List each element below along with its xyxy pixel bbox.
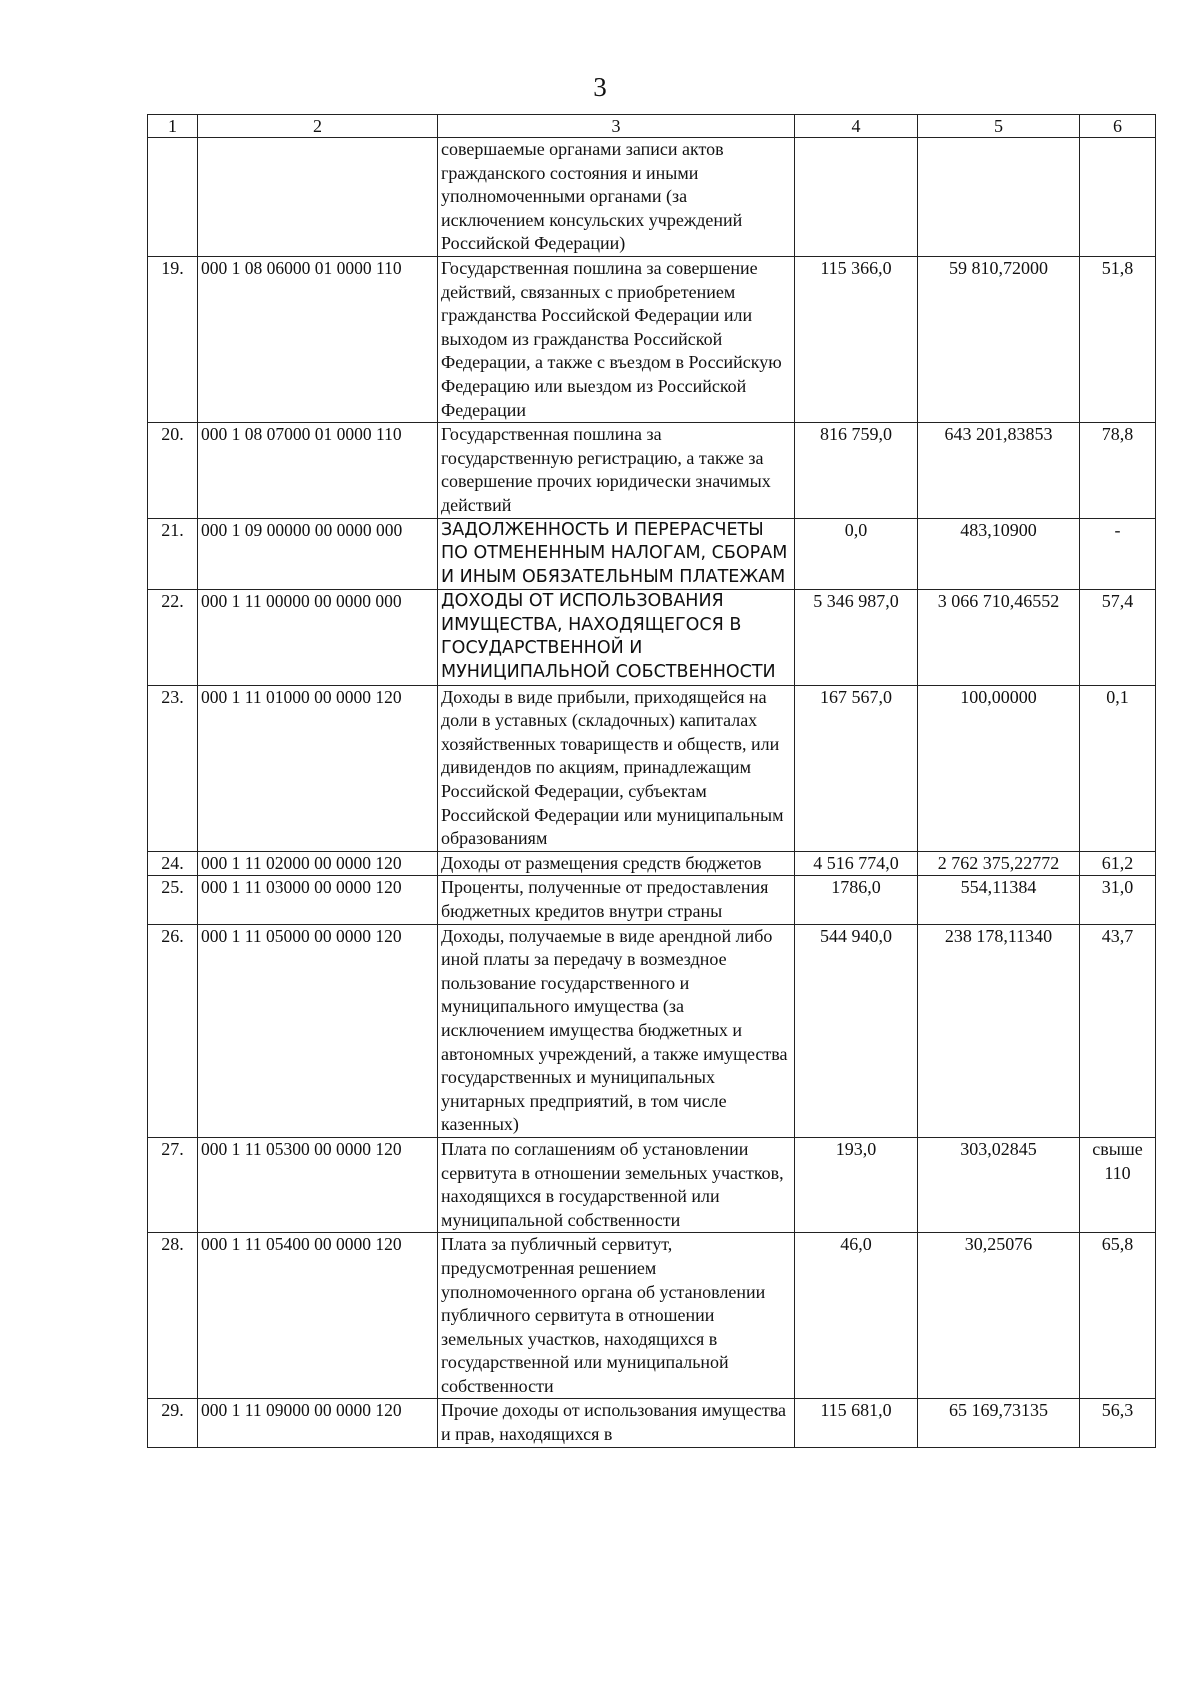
table-row — [148, 518, 1156, 590]
column-header: 4 — [795, 115, 918, 138]
row-number: 22. — [148, 590, 198, 685]
actual-amount: 100,00000 — [918, 685, 1080, 851]
execution-percent: 61,2 — [1080, 851, 1156, 876]
column-header: 6 — [1080, 115, 1156, 138]
plan-amount: 5 346 987,0 — [795, 590, 918, 685]
plan-amount: 0,0 — [795, 518, 918, 590]
column-header: 3 — [438, 115, 795, 138]
table-row — [148, 1399, 1156, 1447]
actual-amount — [918, 138, 1080, 257]
row-number: 19. — [148, 256, 198, 422]
plan-amount: 816 759,0 — [795, 423, 918, 518]
budget-code: 000 1 11 05400 00 0000 120 — [198, 1233, 438, 1399]
actual-amount: 554,11384 — [918, 876, 1080, 924]
actual-amount: 303,02845 — [918, 1137, 1080, 1232]
row-number: 25. — [148, 876, 198, 924]
execution-percent: 56,3 — [1080, 1399, 1156, 1447]
page-number: 3 — [593, 72, 607, 102]
revenue-table — [147, 114, 1156, 1448]
execution-percent: 78,8 — [1080, 423, 1156, 518]
revenue-name: Проценты, полученные от предоставления бюджетных кредитов внутри страны — [438, 876, 795, 924]
column-header: 5 — [918, 115, 1080, 138]
execution-percent: 31,0 — [1080, 876, 1156, 924]
actual-amount: 30,25076 — [918, 1233, 1080, 1399]
plan-amount: 115 681,0 — [795, 1399, 918, 1447]
budget-code: 000 1 08 06000 01 0000 110 — [198, 256, 438, 422]
column-header: 2 — [198, 115, 438, 138]
budget-code: 000 1 11 03000 00 0000 120 — [198, 876, 438, 924]
row-number: 29. — [148, 1399, 198, 1447]
actual-amount: 238 178,11340 — [918, 924, 1080, 1137]
plan-amount: 46,0 — [795, 1233, 918, 1399]
row-number — [148, 138, 198, 257]
revenue-name: Доходы, получаемые в виде арендной либо иной платы за передачу в возмездное пользование государственного и муниципального имущества (за исключением имущества бюджетных и автономных учреждений, а также имущества государственных и муниципальных унитарных предприятий, в том числе казенных) — [438, 924, 795, 1137]
plan-amount: 167 567,0 — [795, 685, 918, 851]
budget-code: 000 1 08 07000 01 0000 110 — [198, 423, 438, 518]
column-header: 1 — [148, 115, 198, 138]
budget-code — [198, 138, 438, 257]
budget-code: 000 1 11 01000 00 0000 120 — [198, 685, 438, 851]
row-number: 26. — [148, 924, 198, 1137]
budget-code: 000 1 11 09000 00 0000 120 — [198, 1399, 438, 1447]
actual-amount: 643 201,83853 — [918, 423, 1080, 518]
revenue-name: ЗАДОЛЖЕННОСТЬ И ПЕРЕРАСЧЕТЫ ПО ОТМЕНЕННЫМ НАЛОГАМ, СБОРАМ И ИНЫМ ОБЯЗАТЕЛЬНЫМ ПЛАТЕЖАМ — [438, 518, 795, 590]
actual-amount: 3 066 710,46552 — [918, 590, 1080, 685]
row-number: 27. — [148, 1137, 198, 1232]
table-row — [148, 256, 1156, 422]
actual-amount: 59 810,72000 — [918, 256, 1080, 422]
table-row — [148, 924, 1156, 1137]
budget-code: 000 1 11 00000 00 0000 000 — [198, 590, 438, 685]
revenue-name: Государственная пошлина за государственную регистрацию, а также за совершение прочих юридически значимых действий — [438, 423, 795, 518]
revenue-name: Прочие доходы от использования имущества и прав, находящихся в — [438, 1399, 795, 1447]
plan-amount — [795, 138, 918, 257]
table-row — [148, 1233, 1156, 1399]
revenue-name: Доходы в виде прибыли, приходящейся на доли в уставных (складочных) капиталах хозяйственных товариществ и обществ, или дивидендов по акциям, принадлежащим Российской Федерации, субъектам Российской Федерации или муниципальным образованиям — [438, 685, 795, 851]
actual-amount: 65 169,73135 — [918, 1399, 1080, 1447]
table-row — [148, 1137, 1156, 1232]
budget-code: 000 1 11 05300 00 0000 120 — [198, 1137, 438, 1232]
execution-percent: 43,7 — [1080, 924, 1156, 1137]
table-row — [148, 876, 1156, 924]
revenue-name: совершаемые органами записи актов гражданского состояния и иными уполномоченными органами (за исключением консульских учреждений Российской Федерации) — [438, 138, 795, 257]
row-number: 28. — [148, 1233, 198, 1399]
execution-percent: 65,8 — [1080, 1233, 1156, 1399]
execution-percent: 51,8 — [1080, 256, 1156, 422]
table-row — [148, 590, 1156, 685]
row-number: 20. — [148, 423, 198, 518]
row-number: 24. — [148, 851, 198, 876]
budget-code: 000 1 11 05000 00 0000 120 — [198, 924, 438, 1137]
actual-amount: 2 762 375,22772 — [918, 851, 1080, 876]
plan-amount: 115 366,0 — [795, 256, 918, 422]
row-number: 21. — [148, 518, 198, 590]
revenue-name: ДОХОДЫ ОТ ИСПОЛЬЗОВАНИЯ ИМУЩЕСТВА, НАХОДЯЩЕГОСЯ В ГОСУДАРСТВЕННОЙ И МУНИЦИПАЛЬНОЙ СОБСТВЕННОСТИ — [438, 590, 795, 685]
revenue-name: Плата за публичный сервитут, предусмотренная решением уполномоченного органа об установлении публичного сервитута в отношении земельных участков, находящихся в государственной или муниципальной собственности — [438, 1233, 795, 1399]
plan-amount: 4 516 774,0 — [795, 851, 918, 876]
execution-percent — [1080, 138, 1156, 257]
execution-percent: свыше 110 — [1080, 1137, 1156, 1232]
plan-amount: 193,0 — [795, 1137, 918, 1232]
execution-percent: - — [1080, 518, 1156, 590]
budget-code: 000 1 11 02000 00 0000 120 — [198, 851, 438, 876]
table-row — [148, 138, 1156, 257]
actual-amount: 483,10900 — [918, 518, 1080, 590]
execution-percent: 0,1 — [1080, 685, 1156, 851]
revenue-name: Доходы от размещения средств бюджетов — [438, 851, 795, 876]
plan-amount: 1786,0 — [795, 876, 918, 924]
budget-code: 000 1 09 00000 00 0000 000 — [198, 518, 438, 590]
table-header — [148, 115, 1156, 138]
revenue-name: Плата по соглашениям об установлении сервитута в отношении земельных участков, находящихся в государственной или муниципальной собственности — [438, 1137, 795, 1232]
row-number: 23. — [148, 685, 198, 851]
table-row — [148, 851, 1156, 876]
table-row — [148, 685, 1156, 851]
revenue-name: Государственная пошлина за совершение действий, связанных с приобретением гражданства Российской Федерации или выходом из гражданства Российской Федерации, а также с въездом в Российскую Федерацию или выездом из Российской Федерации — [438, 256, 795, 422]
table-row — [148, 423, 1156, 518]
plan-amount: 544 940,0 — [795, 924, 918, 1137]
table-body — [148, 138, 1156, 1448]
execution-percent: 57,4 — [1080, 590, 1156, 685]
